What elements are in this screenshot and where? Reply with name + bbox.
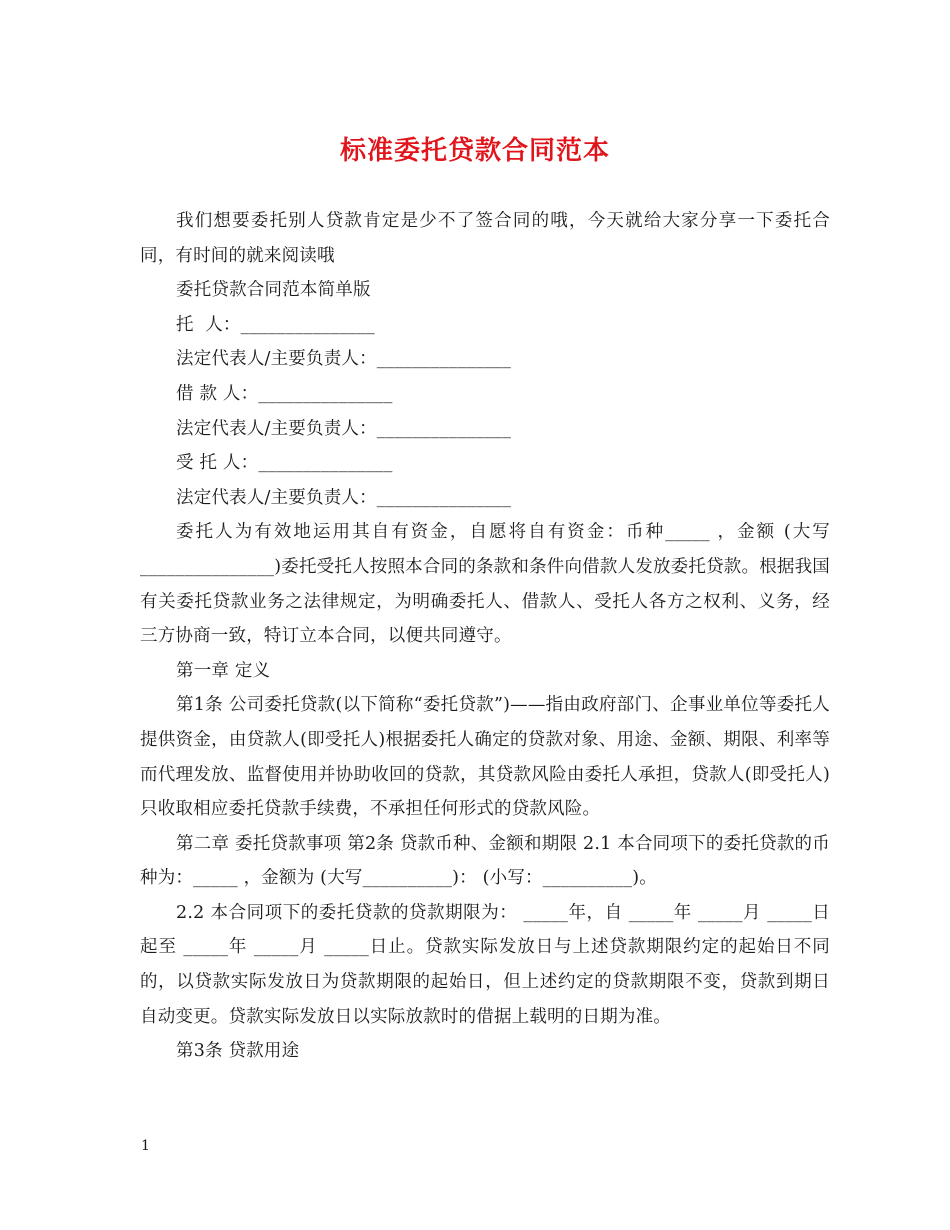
document-body (140, 204, 830, 1069)
page-number: 1 (141, 1138, 150, 1154)
party-line: 法定代表人/主要负责人：_______________ (176, 418, 512, 439)
chapter-heading: 第一章 定义 (176, 660, 271, 681)
subtitle: 委托贷款合同范本简单版 (176, 280, 371, 301)
party-line: 借 款 人：_______________ (176, 383, 393, 404)
intro-paragraph: 我们想要委托别人贷款肯定是少不了签合同的哦，今天就给大家分享一下委托合同，有时间的就来阅读哦 (140, 211, 830, 266)
article-heading: 第3条 贷款用途 (176, 1041, 300, 1062)
party-line: 法定代表人/主要负责人：_______________ (176, 349, 512, 370)
article-paragraph: 第1条 公司委托贷款(以下简称“委托贷款”)——指由政府部门、企事业单位等委托人提供资金，由贷款人(即受托人)根据委托人确定的贷款对象、用途、金额、期限、利率等而代理发放、监督使用并协助收回的贷款，其贷款风险由委托人承担，贷款人(即受托人)只收取相应委托贷款手续费，不承担任何形式的贷款风险。 (140, 695, 830, 820)
party-line: 法定代表人/主要负责人：_______________ (176, 487, 512, 508)
party-line: 托 人：_______________ (176, 314, 375, 335)
clause-paragraph: 2.2 本合同项下的委托贷款的贷款期限为： _____年，自 _____年 _____月 _____日起至 _____年 _____月 _____日止。贷款实际发放日与上述贷款期限约定的起始日不同的，以贷款实际发放日为贷款期限的起始日，但上述约定的贷款期限不变，贷款到期日自动变更。贷款实际发放日以实际放款时的借据上载明的日期为准。 (140, 902, 830, 1027)
preamble-paragraph: 委托人为有效地运用其自有资金，自愿将自有资金：币种_____ ，金额 (大写_______________)委托受托人按照本合同的条款和条件向借款人发放委托贷款。根据我国有关委托贷款业务之法律规定，为明确委托人、借款人、受托人各方之权利、义务，经三方协商一致，特订立本合同，以便共同遵守。 (140, 522, 830, 647)
document-title: 标准委托贷款合同范本 (339, 136, 610, 166)
chapter-paragraph: 第二章 委托贷款事项 第2条 贷款币种、金额和期限 2.1 本合同项下的委托贷款的币种为：_____ ，金额为 (大写__________)： (小写：__________)。 (140, 833, 830, 889)
party-line: 受 托 人：_______________ (176, 453, 393, 474)
